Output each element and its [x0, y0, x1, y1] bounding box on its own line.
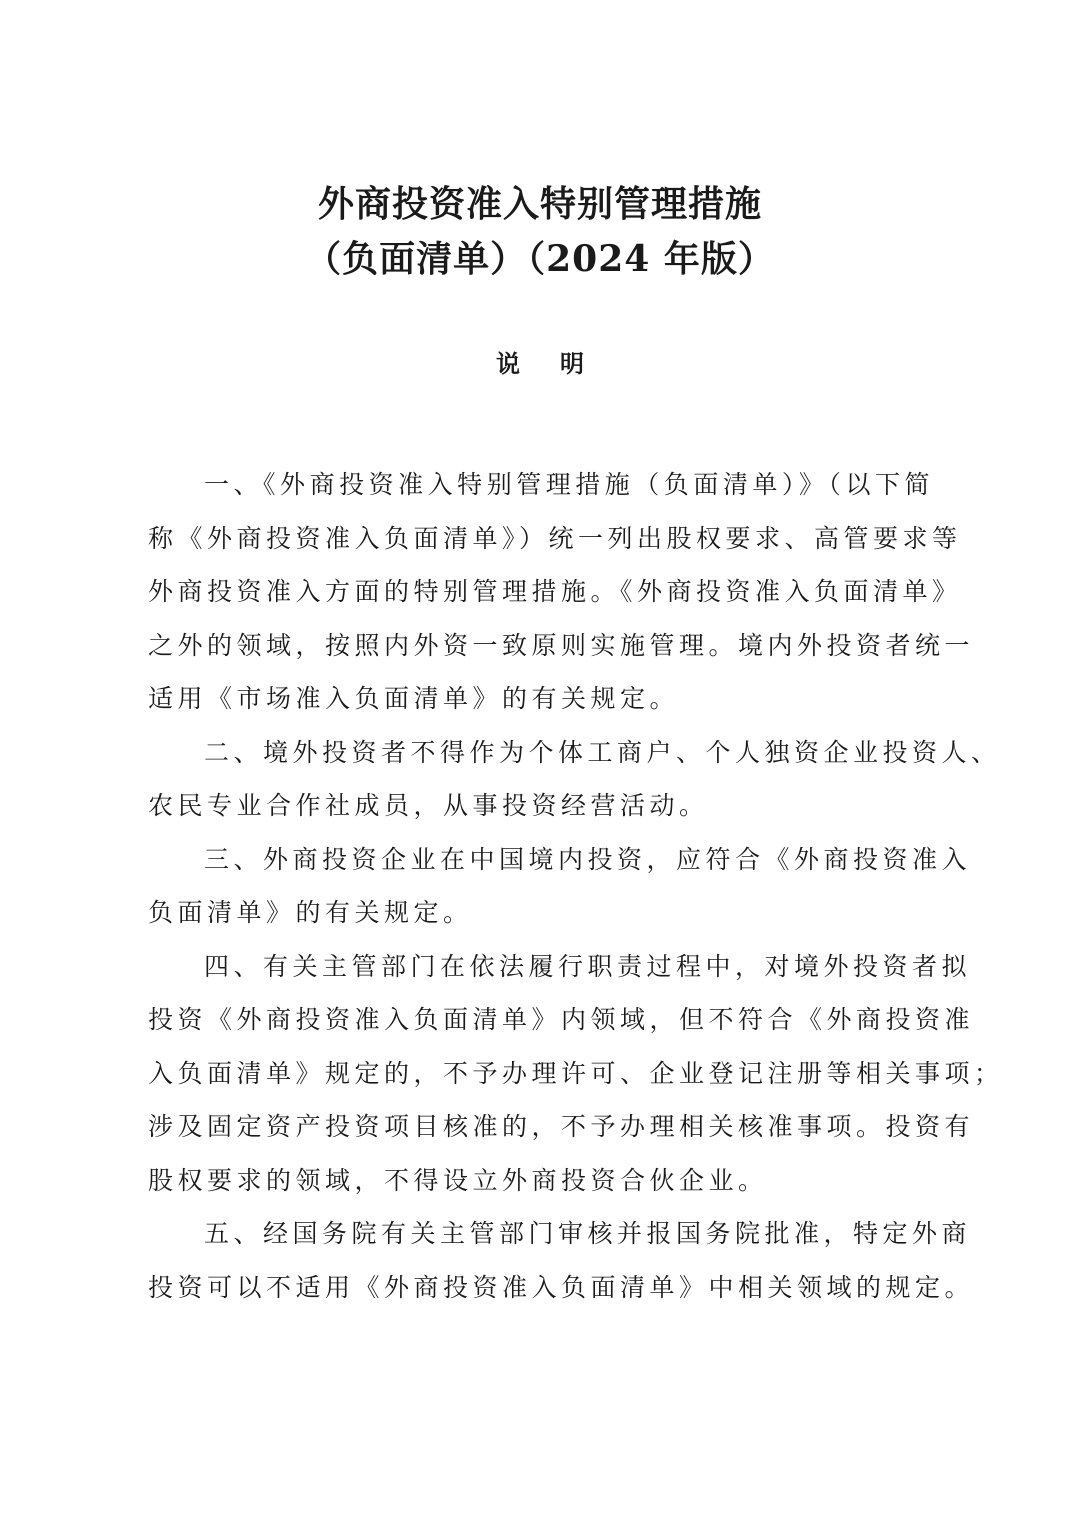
- paragraph-4-line-2: 投资《外商投资准入负面清单》内领域，但不符合《外商投资准: [148, 1005, 975, 1034]
- paragraph-1-line-5: 适用《市场准入负面清单》的有关规定。: [148, 684, 680, 713]
- paragraph-4-line-3: 入负面清单》规定的，不予办理许可、企业登记注册等相关事项；: [148, 1058, 1004, 1088]
- paragraph-1-line-2: 称《外商投资准入负面清单》）统一列出股权要求、高管要求等: [148, 523, 962, 553]
- document-title-line-1: 外商投资准入特别管理措施: [317, 183, 762, 225]
- paragraph-5-line-1: 五、经国务院有关主管部门审核并报国务院批准，特定外商: [204, 1219, 972, 1248]
- paragraph-3-line-1: 三、外商投资企业在中国境内投资，应符合《外商投资准入: [204, 844, 972, 874]
- paragraph-2-line-1: 二、境外投资者不得作为个体工商户、个人独资企业投资人、: [204, 737, 1001, 767]
- paragraph-1-line-4: 之外的领域，按照内外资一致原则实施管理。境内外投资者统一: [148, 630, 975, 660]
- paragraph-1-line-1: 一、《外商投资准入特别管理措施（负面清单）》（以下简: [204, 470, 934, 499]
- paragraph-4-line-4: 涉及固定资产投资项目核准的，不予办理相关核准事项。投资有: [148, 1112, 975, 1141]
- paragraph-4-line-5: 股权要求的领域，不得设立外商投资合伙企业。: [148, 1165, 768, 1195]
- paragraph-2-line-2: 农民专业合作社成员，从事投资经营活动。: [148, 791, 709, 820]
- document-title-line-2: （负面清单）（2024 年版）: [305, 238, 775, 280]
- section-heading-char-2: 明: [560, 350, 584, 378]
- paragraph-1-line-3: 外商投资准入方面的特别管理措施。《外商投资准入负面清单》: [148, 577, 962, 606]
- document-body: [148, 458, 1004, 1314]
- paragraph-4-line-1: 四、有关主管部门在依法履行职责过程中，对境外投资者拟: [204, 951, 972, 981]
- section-heading-char-1: 说: [496, 350, 520, 378]
- paragraph-5-line-2: 投资可以不适用《外商投资准入负面清单》中相关领域的规定。: [148, 1272, 975, 1302]
- section-heading: [0, 352, 1080, 376]
- paragraph-3-line-2: 负面清单》的有关规定。: [148, 898, 473, 927]
